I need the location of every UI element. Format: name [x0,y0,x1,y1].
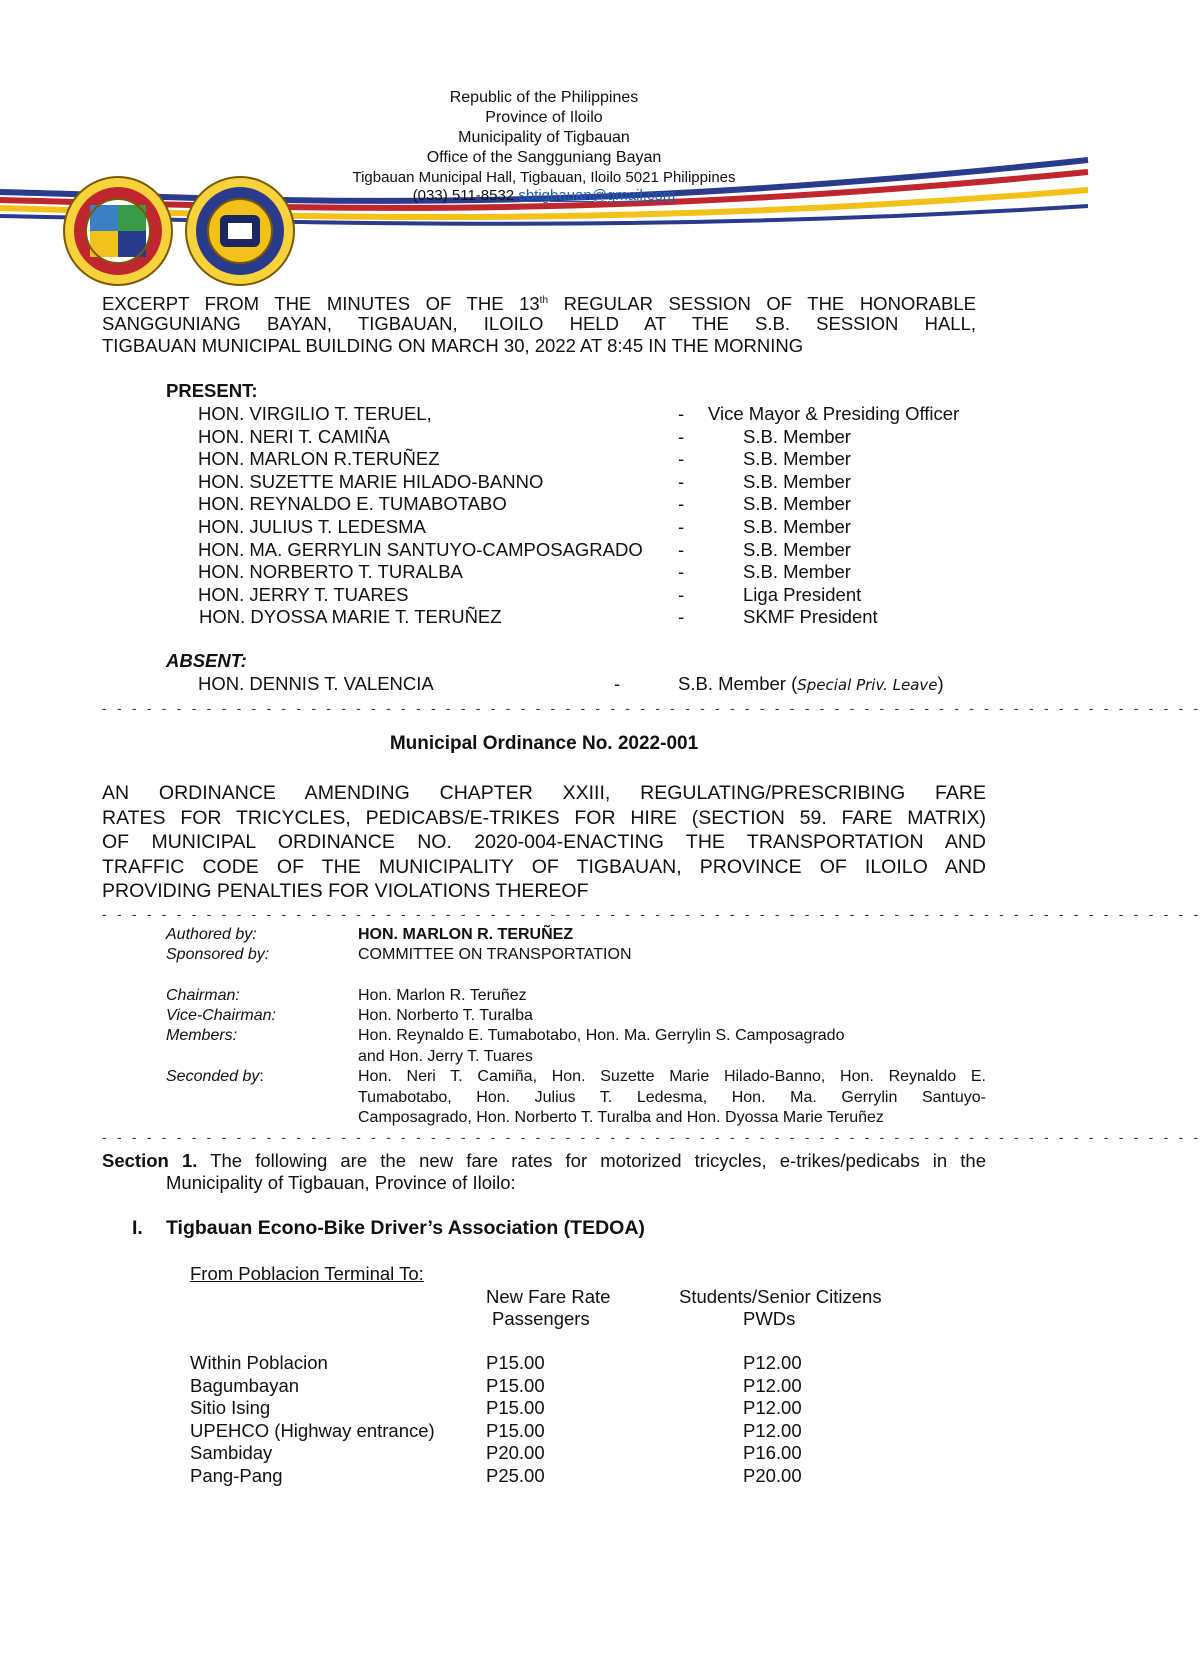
present-member-role: S.B. Member [743,493,851,515]
present-member-role: S.B. Member [743,470,851,492]
present-member-dash: - [678,493,685,515]
members-label: Members: [166,1027,238,1044]
authored-by-value: HON. MARLON R. TERUÑEZ [358,926,574,943]
sponsored-by-label: Sponsored by: [166,946,270,963]
fare-destination: Sitio Ising [190,1397,271,1419]
ordinance-title-line: OF MUNICIPAL ORDINANCE NO. 2020-004-ENACTING THE TRANSPORTATION AND [102,831,986,853]
present-member-dash: - [678,606,685,628]
excerpt-text: REGULAR SESSION OF THE HONORABLE [548,293,976,315]
present-member-dash: - [678,538,685,560]
present-member-role: Liga President [743,583,862,605]
present-member-name: HON. NORBERTO T. TURALBA [198,561,463,583]
present-member-name: HON. DYOSSA MARIE T. TERUÑEZ [199,606,502,628]
fare-regular-rate: P15.00 [486,1419,545,1441]
fare-regular-rate: P25.00 [486,1465,545,1486]
present-member-role: Vice Mayor & Presiding Officer [708,403,960,424]
separator-2: - - - - - - - - - - - - - - - - - - - - - - - - - - - - - - - - - - - - - - - - - - - - - - - - - - - - - - - - - - - - - - - - - - - - - - - - - - [102,906,1201,922]
absent-label: ABSENT: [166,650,247,671]
seconded-by-label-text: Seconded by [166,1068,260,1085]
present-member-name: HON. SUZETTE MARIE HILADO-BANNO [198,470,544,492]
seconded-by-line: Hon. Neri T. Camiña, Hon. Suzette Marie Hilado-Banno, Hon. Reynaldo E. [358,1068,986,1085]
fare-regular-rate: P15.00 [486,1374,545,1396]
ordinance-number: Municipal Ordinance No. 2022-001 [389,733,699,754]
letterhead-line-republic: Republic of the Philippines [449,89,639,106]
fare-destination: Pang-Pang [190,1465,283,1486]
seconded-by-label [166,1067,264,1087]
present-member-dash: - [678,448,685,470]
fare-destination: UPEHCO (Highway entrance) [190,1419,435,1441]
absent-role-close: ) [937,673,944,694]
fare-destination: Within Poblacion [190,1352,328,1373]
fare-discounted-rate: P12.00 [743,1397,802,1419]
present-member-name: HON. JULIUS T. LEDESMA [198,516,426,537]
absent-member-role [678,673,944,696]
fare-destination: Bagumbayan [190,1374,300,1396]
vice-chairman-value: Hon. Norberto T. Turalba [358,1007,533,1024]
seconded-by-line: Tumabotabo, Hon. Julius T. Ledesma, Hon. Ma. Gerrylin Santuyo- [358,1089,986,1106]
association-numeral: I. [132,1217,143,1239]
vice-chairman-label: Vice-Chairman: [166,1007,276,1024]
seconded-by-line: Camposagrado, Hon. Norberto T. Turalba and Hon. Dyossa Marie Teruñez [358,1109,884,1126]
authored-by-label: Authored by: [166,926,257,943]
letterhead-email-link[interactable]: sbtigbauan@gmail.com [518,187,676,204]
present-member-name: HON. VIRGILIO T. TERUEL, [198,403,432,424]
present-member-name: HON. NERI T. CAMIÑA [198,425,390,447]
section-1-label: Section 1. [102,1150,198,1171]
fare-origin-label: From Poblacion Terminal To: [190,1263,424,1284]
fare-discounted-rate: P16.00 [743,1442,802,1464]
present-member-name: HON. MARLON R.TERUÑEZ [198,448,440,470]
present-member-role: SKMF President [743,606,878,628]
present-member-dash: - [678,470,685,492]
excerpt-line-3: TIGBAUAN MUNICIPAL BUILDING ON MARCH 30, 2022 AT 8:45 IN THE MORNING [102,335,804,356]
excerpt-line-2: SANGGUNIANG BAYAN, TIGBAUAN, ILOILO HELD AT THE S.B. SESSION HALL, [102,313,976,334]
fare-col-regular-header: New Fare Rate [486,1286,611,1307]
chairman-value: Hon. Marlon R. Teruñez [358,987,527,1004]
present-member-role: S.B. Member [743,538,851,560]
letterhead-phone: (033) 511-8532 [412,187,515,204]
present-member-name: HON. REYNALDO E. TUMABOTABO [198,493,507,515]
present-member-dash: - [678,561,685,583]
fare-discounted-rate: P12.00 [743,1374,802,1396]
fare-discounted-rate: P12.00 [743,1419,802,1441]
present-member-role: S.B. Member [743,516,851,537]
fare-col-regular-subheader: Passengers [492,1308,590,1329]
sponsored-by-value: COMMITTEE ON TRANSPORTATION [358,946,632,963]
fare-discounted-rate: P12.00 [743,1352,802,1373]
separator-1: - - - - - - - - - - - - - - - - - - - - - - - - - - - - - - - - - - - - - - - - - - - - - - - - - - - - - - - - - - - - - - - - - - - - - - - - - - [102,700,1201,716]
ordinance-title-line: RATES FOR TRICYCLES, PEDICABS/E-TRIKES FOR HIRE (SECTION 59. FARE MATRIX) [102,807,986,829]
fare-regular-rate: P15.00 [486,1352,545,1373]
present-member-name: HON. MA. GERRYLIN SANTUYO-CAMPOSAGRADO [198,538,643,560]
excerpt-line-1 [102,290,976,316]
section-1-line-2: Municipality of Tigbauan, Province of Iloilo: [166,1172,516,1193]
present-member-dash: - [678,425,685,447]
present-member-role: S.B. Member [743,561,851,583]
ordinance-title-line: PROVIDING PENALTIES FOR VIOLATIONS THEREOF [102,880,589,902]
excerpt-text: EXCERPT FROM THE MINUTES OF THE 13 [102,293,540,315]
fare-col-discount-subheader: PWDs [743,1308,796,1329]
present-member-name: HON. JERRY T. TUARES [198,583,409,605]
letterhead-address: Tigbauan Municipal Hall, Tigbauan, Iloilo 5021 Philippines [352,169,736,186]
fare-discounted-rate: P20.00 [743,1465,802,1486]
fare-destination: Sambiday [190,1442,273,1464]
section-1-text: The following are the new fare rates for motorized tricycles, e-trikes/pedicabs in the [197,1150,986,1171]
present-member-dash: - [678,516,685,537]
fare-regular-rate: P15.00 [486,1397,545,1419]
section-1-line-1 [102,1150,986,1172]
present-member-dash: - [678,403,685,424]
excerpt-superscript: th [539,295,549,306]
letterhead-line-office: Office of the Sangguniang Bayan [426,149,662,166]
separator-3: - - - - - - - - - - - - - - - - - - - - - - - - - - - - - - - - - - - - - - - - - - - - - - - - - - - - - - - - - - - - - - - - - - - - - - - - - - [102,1129,1201,1145]
absent-leave-note: Special Priv. Leave [797,676,938,694]
letterhead-contact [0,186,1088,206]
members-value-line: Hon. Reynaldo E. Tumabotabo, Hon. Ma. Gerrylin S. Camposagrado [358,1027,845,1044]
present-label: PRESENT: [166,380,258,401]
present-member-role: S.B. Member [743,448,851,470]
association-name: Tigbauan Econo-Bike Driver’s Association (TEDOA) [166,1217,645,1239]
absent-role-text: S.B. Member ( [678,673,798,694]
seconded-by-colon: : [259,1068,264,1085]
ordinance-title-line: TRAFFIC CODE OF THE MUNICIPALITY OF TIGBAUAN, PROVINCE OF ILOILO AND [102,856,986,878]
letterhead-line-municipality: Municipality of Tigbauan [458,129,630,146]
present-member-role: S.B. Member [743,425,851,447]
chairman-label: Chairman: [166,987,240,1004]
ordinance-title-line: AN ORDINANCE AMENDING CHAPTER XXIII, REGULATING/PRESCRIBING FARE [102,782,986,804]
present-member-dash: - [678,583,685,605]
members-value-line: and Hon. Jerry T. Tuares [358,1048,533,1065]
absent-member-dash: - [614,673,621,694]
fare-col-discount-header: Students/Senior Citizens [679,1286,882,1307]
letterhead-line-province: Province of Iloilo [485,109,603,126]
absent-member-name: HON. DENNIS T. VALENCIA [198,673,434,694]
fare-regular-rate: P20.00 [486,1442,545,1464]
